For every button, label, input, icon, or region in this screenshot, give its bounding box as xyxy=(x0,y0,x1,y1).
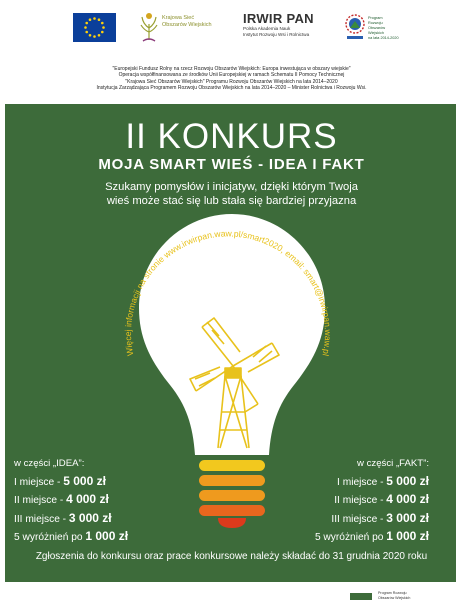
contest-title: II KONKURS xyxy=(125,117,338,156)
prize-row: 5 wyróżnień po 1 000 zł xyxy=(314,529,429,543)
footer-logo-text: Program Rozwoju Obszarów Wiejskich xyxy=(378,591,411,600)
intro-line: wieś może stać się lub stała się bardziej przyjazna xyxy=(106,195,357,207)
prize-row: I miejsce - 5 000 zł xyxy=(337,473,429,488)
prizes-idea-heading: w części „IDEA”: xyxy=(14,458,85,469)
bulb-tip xyxy=(218,518,246,528)
info-arc-text: Więcej informacji na stronie www.irwirpan.waw.pl/smart2020, email: smart@irwirpan.waw.pl xyxy=(122,228,334,358)
intro-line: Szukamy pomysłów i inicjatyw, dzięki którym Twoja xyxy=(105,181,358,193)
footer-logo xyxy=(350,593,372,600)
irwir-sub-2: Instytut Rozwoju Wsi i Rolnictwa xyxy=(243,32,310,37)
contest-subtitle: MOJA SMART WIEŚ - IDEA I FAKT xyxy=(98,156,365,173)
prizes-idea xyxy=(14,456,128,547)
bulb-base-stripe-4 xyxy=(199,505,265,516)
funding-line: "Europejski Fundusz Rolny na rzecz Rozwoju Obszarów Wiejskich: Europa inwestująca w obszary wiejskie" xyxy=(112,66,351,72)
prize-row: III miejsce - 3 000 zł xyxy=(14,510,112,525)
funding-line: Operacja współfinansowana ze środków Unii Europejskiej w ramach Schematu II Pomocy Technicznej xyxy=(118,72,345,79)
bulb-base-stripe-1 xyxy=(199,460,265,471)
funding-line: Instytucja Zarządzająca Programem Rozwoju Obszarów Wiejskich na lata 2014–2020 – Minister Rolnictwa i Rozwoju Wsi. xyxy=(96,84,367,91)
prize-row: 5 wyróżnień po 1 000 zł xyxy=(14,529,129,543)
prizes-fakt-heading: w części „FAKT”: xyxy=(357,458,429,469)
prow-name: Program Rozwoju Obszarów Wiejskich na lata 2014-2020 xyxy=(368,16,399,40)
bulb-base-stripe-3 xyxy=(199,490,265,501)
prize-row: III miejsce - 3 000 zł xyxy=(331,510,429,525)
bulb-base-stripe-2 xyxy=(199,475,265,486)
prize-row: I miejsce - 5 000 zł xyxy=(14,473,106,488)
prize-row: II miejsce - 4 000 zł xyxy=(14,492,109,506)
prizes-fakt xyxy=(315,456,429,547)
prize-row: II miejsce - 4 000 zł xyxy=(334,492,429,506)
irwir-title: IRWIR PAN xyxy=(243,11,314,26)
irwir-sub-1: Polska Akademia Nauk xyxy=(243,26,291,31)
funding-line: "Krajowa Sieć Obszarów Wiejskich" Programu Rozwoju Obszarów Wiejskich na lata 2014–2020 xyxy=(125,78,338,85)
deadline-note: Zgłoszenia do konkursu oraz prace konkursowe należy składać do 31 grudnia 2020 roku xyxy=(35,551,428,562)
ksow-name: Krajowa Sieć Obszarów Wiejskich xyxy=(162,15,212,28)
